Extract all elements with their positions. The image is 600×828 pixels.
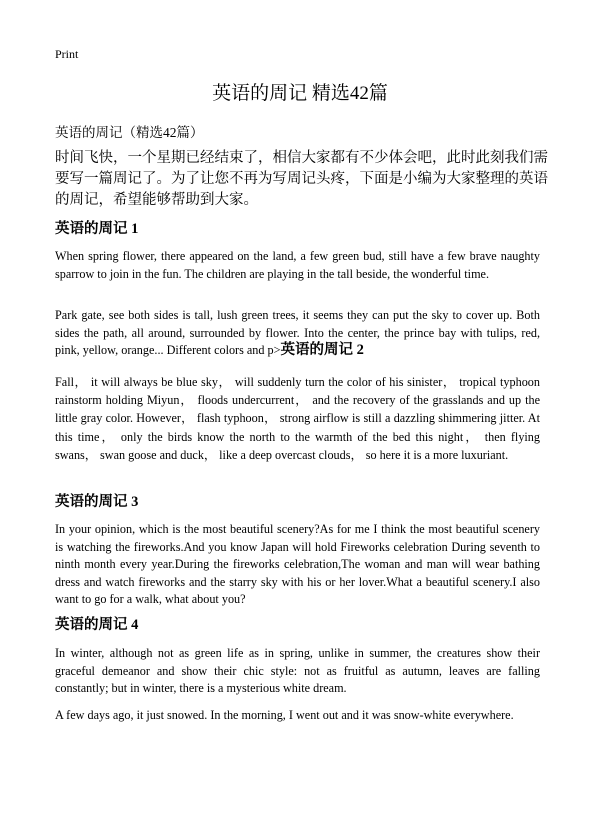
document-title: 英语的周记 精选42篇	[212, 83, 388, 104]
section-3-paragraph-1: In your opinion, which is the most beautiful scenery?As for me I think the most beautiful scenery is watching the fireworks.And you know Japan will hold Fireworks celebration During seventh to ninth month every year.During the fireworks celebration,The woman and man will wear bathing dress and watch fireworks and the starry sky with his or her lover.What a beautiful scenery.I also want to go for a walk, what about you?	[55, 522, 540, 606]
inline-heading-2: 英语的周记 2	[280, 342, 364, 358]
section-1-paragraph-1: When spring flower, there appeared on the land, a few green bud, still have a few brave naughty sparrow to join in the fun. The children are playing in the tall beside, the wonderful time.	[55, 249, 540, 281]
section-heading-1: 英语的周记 1	[55, 221, 139, 237]
section-4-paragraph-1: In winter, although not as green life as in spring, unlike in summer, the creatures show their graceful demeanor and show their chic style: not as fruitful as autumn, leaves are falling constantly; but in winter, there is a mysterious white dream.	[55, 646, 540, 695]
document-subtitle: 英语的周记（精选42篇）	[55, 125, 204, 140]
section-1-paragraph-2-text: Park gate, see both sides is tall, lush green trees, it seems they can put the sky to cover up. Both sides the path, all around, surrounded by flower. Into the center, the prince bay with tulips, red, pink, yellow, orange... Different colors and p>	[55, 308, 540, 357]
section-4-paragraph-2: A few days ago, it just snowed. In the morning, I went out and it was snow-white everywhere.	[55, 708, 514, 722]
section-heading-4: 英语的周记 4	[55, 617, 139, 633]
print-label: Print	[55, 47, 79, 61]
section-1-paragraph-2	[55, 307, 540, 360]
intro-paragraph: 时间飞快，一个星期已经结束了，相信大家都有不少体会吧，此时此刻我们需要写一篇周记了。为了让您不再为写周记头疼，下面是小编为大家整理的英语的周记，希望能够帮助到大家。	[55, 150, 548, 208]
section-heading-3: 英语的周记 3	[55, 494, 139, 510]
section-2-paragraph-1: Fall， it will always be blue sky， will suddenly turn the color of his sinister， tropical typhoon rainstorm holding Miyun， floods undercurrent， and the recovery of the grasslands and up the little gray color. However， flash typhoon， strong airflow is still a dazzling shimmering jitter. At this time， only the birds know the north to the warmth of the bed this night， then flying swans， swan goose and duck， like a deep overcast clouds， so here it is a more luxuriant.	[55, 375, 540, 462]
